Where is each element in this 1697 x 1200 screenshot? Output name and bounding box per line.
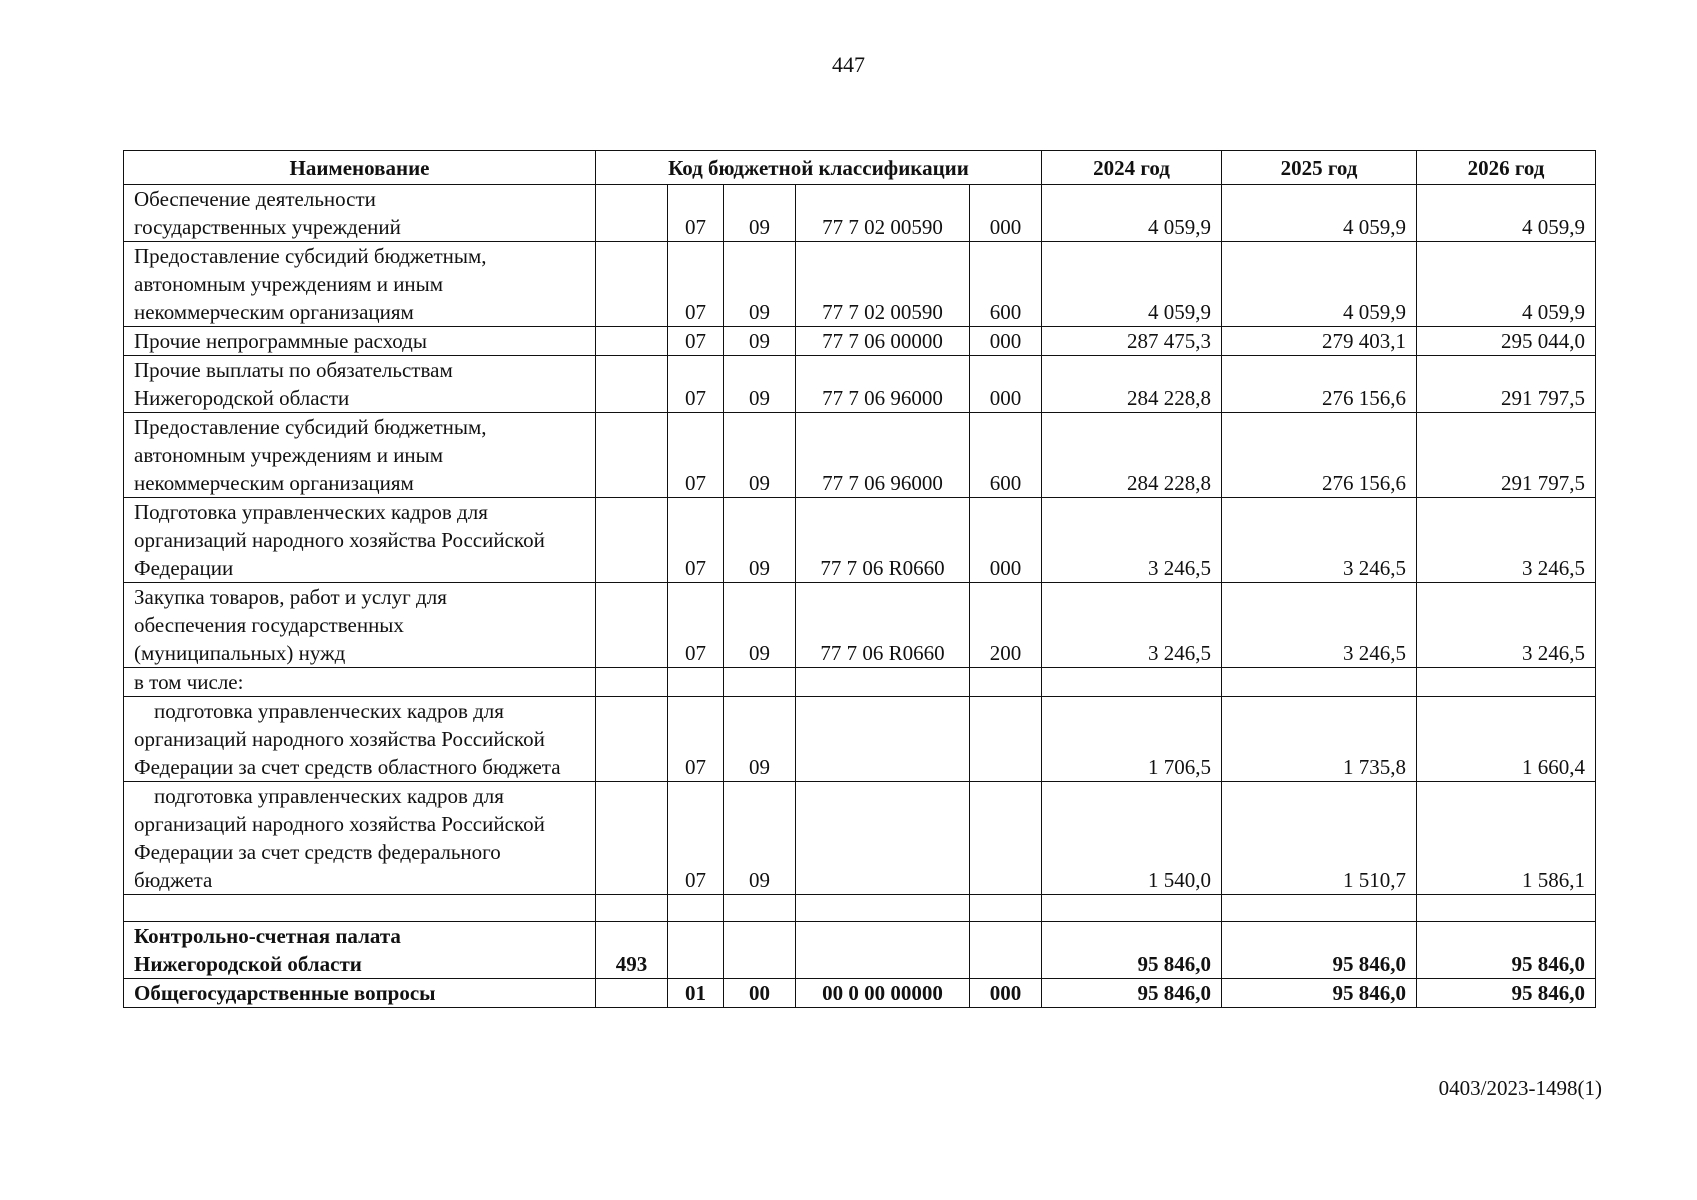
code-subsection: [724, 922, 796, 979]
value-2024: 284 228,8: [1042, 356, 1222, 413]
code-section: 01: [668, 979, 724, 1008]
code-section: 07: [668, 498, 724, 583]
code-ministry: [596, 242, 668, 327]
value-2026: 95 846,0: [1417, 922, 1596, 979]
value-2025: 276 156,6: [1222, 413, 1417, 498]
row-name: Закупка товаров, работ и услуг для обеспечения государственных (муниципальных) нужд: [124, 583, 596, 668]
code-target: 77 7 06 R0660: [796, 583, 970, 668]
header-2026: 2026 год: [1417, 151, 1596, 185]
code-subsection: 09: [724, 413, 796, 498]
code-ministry: [596, 327, 668, 356]
table-row: [124, 498, 1596, 583]
value-2026: [1417, 895, 1596, 922]
row-name: Общегосударственные вопросы: [124, 979, 596, 1008]
document-registration-code: 0403/2023-1498(1): [1438, 1076, 1602, 1100]
code-ministry: 493: [596, 922, 668, 979]
code-target: [796, 697, 970, 782]
value-2025: 279 403,1: [1222, 327, 1417, 356]
code-expense-type: [970, 697, 1042, 782]
code-expense-type: 000: [970, 327, 1042, 356]
code-target: 00 0 00 00000: [796, 979, 970, 1008]
row-name: Прочие непрограммные расходы: [124, 327, 596, 356]
code-ministry: [596, 782, 668, 895]
code-target: 77 7 06 96000: [796, 413, 970, 498]
code-ministry: [596, 413, 668, 498]
code-expense-type: 000: [970, 498, 1042, 583]
value-2025: 3 246,5: [1222, 498, 1417, 583]
code-section: 07: [668, 697, 724, 782]
row-name: в том числе:: [124, 668, 596, 697]
code-section: 07: [668, 583, 724, 668]
code-subsection: 09: [724, 697, 796, 782]
code-subsection: 09: [724, 498, 796, 583]
code-ministry: [596, 979, 668, 1008]
value-2024: [1042, 668, 1222, 697]
row-name: Предоставление субсидий бюджетным, автономным учреждениям и иным некоммерческим организациям: [124, 413, 596, 498]
row-name: Предоставление субсидий бюджетным, автономным учреждениям и иным некоммерческим организациям: [124, 242, 596, 327]
code-subsection: 09: [724, 185, 796, 242]
header-name: Наименование: [124, 151, 596, 185]
value-2026: 4 059,9: [1417, 242, 1596, 327]
code-subsection: 09: [724, 356, 796, 413]
code-target: 77 7 02 00590: [796, 242, 970, 327]
value-2024: 1 706,5: [1042, 697, 1222, 782]
table-row-total: [124, 979, 1596, 1008]
value-2024: 3 246,5: [1042, 498, 1222, 583]
value-2024: 287 475,3: [1042, 327, 1222, 356]
code-target: 77 7 02 00590: [796, 185, 970, 242]
code-target: [796, 922, 970, 979]
table-row: [124, 327, 1596, 356]
code-section: 07: [668, 327, 724, 356]
code-expense-type: 600: [970, 242, 1042, 327]
value-2026: 95 846,0: [1417, 979, 1596, 1008]
code-subsection: 09: [724, 327, 796, 356]
header-2024: 2024 год: [1042, 151, 1222, 185]
code-subsection: [724, 668, 796, 697]
value-2026: 1 586,1: [1417, 782, 1596, 895]
value-2024: 284 228,8: [1042, 413, 1222, 498]
table-row: [124, 782, 1596, 895]
table-row-total: [124, 922, 1596, 979]
value-2024: [1042, 895, 1222, 922]
code-subsection: 09: [724, 782, 796, 895]
table-row: [124, 356, 1596, 413]
value-2025: 3 246,5: [1222, 583, 1417, 668]
code-target: 77 7 06 96000: [796, 356, 970, 413]
code-expense-type: [970, 668, 1042, 697]
code-target: 77 7 06 00000: [796, 327, 970, 356]
value-2026: 291 797,5: [1417, 413, 1596, 498]
value-2026: 295 044,0: [1417, 327, 1596, 356]
row-name: [124, 895, 596, 922]
code-subsection: 09: [724, 242, 796, 327]
row-name: Контрольно-счетная палата Нижегородской области: [124, 922, 596, 979]
code-expense-type: 600: [970, 413, 1042, 498]
row-name: Обеспечение деятельности государственных учреждений: [124, 185, 596, 242]
value-2026: [1417, 668, 1596, 697]
value-2024: 1 540,0: [1042, 782, 1222, 895]
value-2025: [1222, 668, 1417, 697]
header-code: Код бюджетной классификации: [596, 151, 1042, 185]
code-expense-type: 000: [970, 356, 1042, 413]
row-name: подготовка управленческих кадров для организаций народного хозяйства Российской Федерации за счет средств областного бюджета: [124, 697, 596, 782]
header-row: [124, 151, 1596, 185]
code-ministry: [596, 895, 668, 922]
value-2025: [1222, 895, 1417, 922]
value-2024: 4 059,9: [1042, 242, 1222, 327]
code-section: [668, 668, 724, 697]
code-ministry: [596, 697, 668, 782]
value-2026: 291 797,5: [1417, 356, 1596, 413]
value-2025: 95 846,0: [1222, 922, 1417, 979]
code-target: [796, 668, 970, 697]
table-row: [124, 697, 1596, 782]
value-2025: 4 059,9: [1222, 185, 1417, 242]
value-2024: 95 846,0: [1042, 979, 1222, 1008]
code-section: 07: [668, 782, 724, 895]
code-ministry: [596, 185, 668, 242]
value-2026: 3 246,5: [1417, 583, 1596, 668]
code-subsection: [724, 895, 796, 922]
page-number: 447: [832, 52, 865, 77]
value-2024: 95 846,0: [1042, 922, 1222, 979]
code-expense-type: 000: [970, 979, 1042, 1008]
value-2025: 276 156,6: [1222, 356, 1417, 413]
code-ministry: [596, 498, 668, 583]
value-2024: 3 246,5: [1042, 583, 1222, 668]
budget-table: [123, 150, 1596, 1008]
code-expense-type: [970, 922, 1042, 979]
value-2025: 1 510,7: [1222, 782, 1417, 895]
value-2024: 4 059,9: [1042, 185, 1222, 242]
table-row: [124, 583, 1596, 668]
value-2026: 3 246,5: [1417, 498, 1596, 583]
table-row: [124, 185, 1596, 242]
value-2025: 95 846,0: [1222, 979, 1417, 1008]
value-2026: 4 059,9: [1417, 185, 1596, 242]
table-row: [124, 242, 1596, 327]
code-section: 07: [668, 185, 724, 242]
row-name: Подготовка управленческих кадров для организаций народного хозяйства Российской Федерации: [124, 498, 596, 583]
code-section: 07: [668, 413, 724, 498]
code-ministry: [596, 356, 668, 413]
code-ministry: [596, 668, 668, 697]
header-2025: 2025 год: [1222, 151, 1417, 185]
code-subsection: 00: [724, 979, 796, 1008]
value-2026: 1 660,4: [1417, 697, 1596, 782]
table-row-empty: [124, 895, 1596, 922]
table-row: [124, 413, 1596, 498]
code-expense-type: [970, 782, 1042, 895]
code-target: [796, 782, 970, 895]
code-expense-type: 000: [970, 185, 1042, 242]
code-section: [668, 895, 724, 922]
code-expense-type: [970, 895, 1042, 922]
table-row: [124, 668, 1596, 697]
value-2025: 4 059,9: [1222, 242, 1417, 327]
row-name: подготовка управленческих кадров для организаций народного хозяйства Российской Федерации за счет средств федерального бюджета: [124, 782, 596, 895]
code-subsection: 09: [724, 583, 796, 668]
code-expense-type: 200: [970, 583, 1042, 668]
code-target: 77 7 06 R0660: [796, 498, 970, 583]
code-section: 07: [668, 356, 724, 413]
code-ministry: [596, 583, 668, 668]
code-target: [796, 895, 970, 922]
code-section: [668, 922, 724, 979]
code-section: 07: [668, 242, 724, 327]
row-name: Прочие выплаты по обязательствам Нижегородской области: [124, 356, 596, 413]
value-2025: 1 735,8: [1222, 697, 1417, 782]
